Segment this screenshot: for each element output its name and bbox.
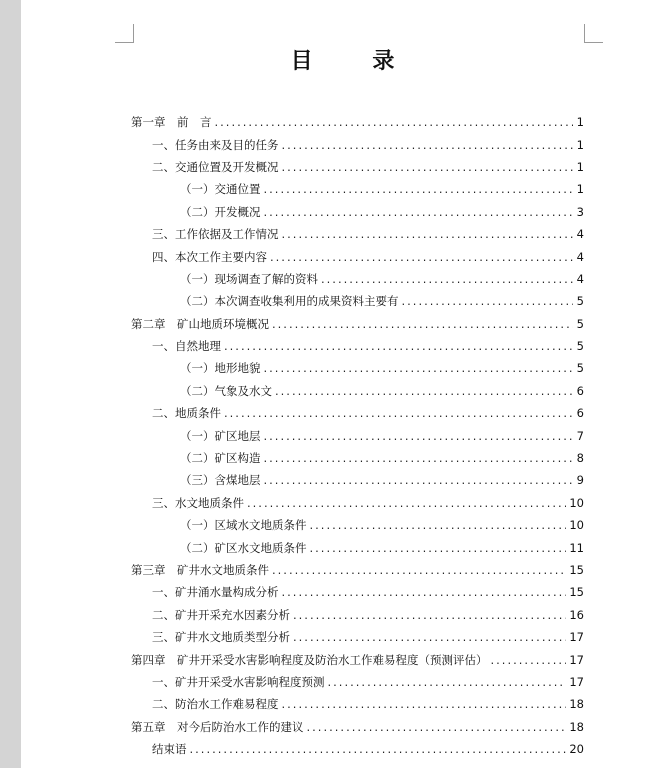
toc-leader-dots bbox=[264, 361, 574, 375]
toc-leader-dots bbox=[282, 138, 574, 152]
toc-entry-label: （二）矿区构造 bbox=[180, 451, 261, 466]
toc-entry[interactable] bbox=[131, 492, 584, 514]
toc-entry-page-number: 1 bbox=[576, 159, 584, 174]
toc-entry-label: 一、矿井开采受水害影响程度预测 bbox=[152, 674, 325, 689]
toc-leader-dots bbox=[282, 585, 567, 599]
toc-entry-page-number: 5 bbox=[576, 316, 584, 331]
toc-leader-dots bbox=[282, 227, 574, 241]
table-of-contents bbox=[131, 111, 584, 760]
toc-leader-dots bbox=[190, 742, 567, 756]
toc-entry-page-number: 4 bbox=[576, 227, 584, 242]
toc-entry-page-number: 17 bbox=[569, 630, 584, 645]
toc-entry-page-number: 5 bbox=[576, 361, 584, 376]
toc-entry[interactable] bbox=[131, 402, 584, 424]
toc-leader-dots bbox=[264, 451, 574, 465]
toc-entry-label: 三、矿井水文地质类型分析 bbox=[152, 630, 290, 645]
toc-leader-dots bbox=[321, 272, 573, 286]
toc-entry[interactable] bbox=[131, 581, 584, 603]
toc-leader-dots bbox=[275, 384, 573, 398]
toc-entry-page-number: 18 bbox=[569, 697, 584, 712]
toc-entry[interactable] bbox=[131, 693, 584, 715]
toc-entry-page-number: 10 bbox=[569, 495, 584, 510]
toc-entry-label: 第五章 对今后防治水工作的建议 bbox=[131, 719, 304, 734]
toc-leader-dots bbox=[264, 205, 574, 219]
toc-entry[interactable] bbox=[131, 671, 584, 693]
toc-leader-dots bbox=[310, 518, 567, 532]
toc-entry[interactable] bbox=[131, 738, 584, 760]
toc-entry-label: 第一章 前 言 bbox=[131, 115, 212, 130]
toc-entry[interactable] bbox=[131, 648, 584, 670]
toc-entry-page-number: 17 bbox=[569, 674, 584, 689]
toc-entry[interactable] bbox=[131, 469, 584, 491]
toc-leader-dots bbox=[293, 608, 566, 622]
toc-entry-label: （二）开发概况 bbox=[180, 204, 261, 219]
toc-leader-dots bbox=[264, 429, 574, 443]
toc-leader-dots bbox=[310, 541, 567, 555]
toc-entry-label: 第四章 矿井开采受水害影响程度及防治水工作难易程度（预测评估） bbox=[131, 652, 488, 667]
toc-entry[interactable] bbox=[131, 223, 584, 245]
toc-entry-label: （一）现场调查了解的资料 bbox=[180, 271, 318, 286]
toc-entry-page-number: 15 bbox=[569, 585, 584, 600]
toc-entry-label: 第三章 矿井水文地质条件 bbox=[131, 563, 269, 577]
margin-corner-mark-top-left bbox=[115, 24, 134, 43]
toc-entry-label: （二）本次调查收集利用的成果资料主要有 bbox=[180, 294, 399, 309]
toc-leader-dots bbox=[328, 675, 567, 689]
toc-entry[interactable] bbox=[131, 604, 584, 626]
toc-entry-page-number: 4 bbox=[576, 271, 584, 286]
toc-entry-label: （二）矿区水文地质条件 bbox=[180, 540, 307, 555]
toc-entry-label: 第二章 矿山地质环境概况 bbox=[131, 316, 269, 331]
toc-leader-dots bbox=[247, 496, 566, 510]
toc-entry[interactable] bbox=[131, 424, 584, 446]
toc-entry-page-number: 17 bbox=[569, 652, 584, 667]
toc-entry-page-number: 5 bbox=[576, 294, 584, 309]
toc-entry-page-number: 10 bbox=[569, 518, 584, 533]
toc-entry[interactable] bbox=[131, 201, 584, 223]
toc-entry-page-number: 18 bbox=[569, 719, 584, 734]
toc-entry[interactable] bbox=[131, 111, 584, 133]
toc-entry-label: （一）矿区地层 bbox=[180, 428, 261, 443]
toc-entry-label: 三、水文地质条件 bbox=[152, 495, 244, 510]
toc-entry-page-number: 3 bbox=[576, 204, 584, 219]
toc-leader-dots bbox=[272, 563, 566, 577]
toc-entry[interactable] bbox=[131, 716, 584, 738]
toc-entry-page-number: 9 bbox=[576, 473, 584, 488]
toc-entry-label: （一）地形地貌 bbox=[180, 361, 261, 376]
toc-entry[interactable] bbox=[131, 290, 584, 312]
toc-entry-label: 二、防治水工作难易程度 bbox=[152, 697, 279, 712]
toc-entry[interactable] bbox=[131, 559, 584, 581]
toc-entry-label: （一）交通位置 bbox=[180, 182, 261, 197]
toc-entry-label: （二）气象及水文 bbox=[180, 383, 272, 398]
margin-corner-mark-top-right bbox=[584, 24, 603, 43]
toc-entry-label: （一）区域水文地质条件 bbox=[180, 518, 307, 533]
toc-entry[interactable] bbox=[131, 380, 584, 402]
toc-entry-page-number: 20 bbox=[569, 742, 584, 757]
toc-entry-label: 三、工作依据及工作情况 bbox=[152, 227, 279, 242]
toc-leader-dots bbox=[402, 294, 574, 308]
toc-entry-page-number: 1 bbox=[576, 115, 584, 130]
toc-entry-page-number: 8 bbox=[576, 451, 584, 466]
toc-entry-label: 一、矿井涌水量构成分析 bbox=[152, 585, 279, 600]
toc-entry-label: 二、地质条件 bbox=[152, 406, 221, 421]
toc-entry-page-number: 5 bbox=[576, 339, 584, 354]
toc-entry[interactable] bbox=[131, 156, 584, 178]
toc-entry-label: 一、自然地理 bbox=[152, 339, 221, 354]
toc-entry[interactable] bbox=[131, 357, 584, 379]
toc-leader-dots bbox=[264, 182, 574, 196]
toc-entry-page-number: 11 bbox=[569, 540, 584, 555]
toc-entry-label: 结束语 bbox=[152, 742, 187, 757]
toc-leader-dots bbox=[224, 406, 573, 420]
toc-leader-dots bbox=[282, 160, 574, 174]
toc-entry[interactable] bbox=[131, 133, 584, 155]
toc-leader-dots bbox=[293, 630, 566, 644]
toc-entry[interactable] bbox=[131, 335, 584, 357]
document-page bbox=[21, 0, 664, 768]
toc-leader-dots bbox=[270, 250, 573, 264]
toc-leader-dots bbox=[215, 115, 574, 129]
toc-entry[interactable] bbox=[131, 447, 584, 469]
toc-entry-label: 二、矿井开采充水因素分析 bbox=[152, 607, 290, 622]
toc-leader-dots bbox=[224, 339, 573, 353]
toc-entry-label: 二、交通位置及开发概况 bbox=[152, 159, 279, 174]
toc-entry[interactable] bbox=[131, 313, 584, 335]
toc-entry-page-number: 1 bbox=[576, 182, 584, 197]
toc-entry[interactable] bbox=[131, 178, 584, 200]
toc-entry-page-number: 7 bbox=[576, 428, 584, 443]
toc-leader-dots bbox=[282, 697, 567, 711]
toc-leader-dots bbox=[307, 720, 567, 734]
toc-entry-page-number: 4 bbox=[576, 249, 584, 264]
toc-entry-page-number: 6 bbox=[576, 383, 584, 398]
toc-entry-page-number: 16 bbox=[569, 607, 584, 622]
toc-entry-page-number: 6 bbox=[576, 406, 584, 421]
toc-entry-page-number: 15 bbox=[569, 563, 584, 577]
toc-entry[interactable] bbox=[131, 536, 584, 558]
toc-entry-label: 四、本次工作主要内容 bbox=[152, 249, 267, 264]
toc-entry[interactable] bbox=[131, 245, 584, 267]
toc-entry-page-number: 1 bbox=[576, 137, 584, 152]
toc-entry[interactable] bbox=[131, 626, 584, 648]
toc-leader-dots bbox=[491, 653, 567, 667]
toc-entry-label: 一、任务由来及目的任务 bbox=[152, 137, 279, 152]
toc-entry[interactable] bbox=[131, 268, 584, 290]
toc-entry-label: （三）含煤地层 bbox=[180, 473, 261, 488]
toc-entry[interactable] bbox=[131, 514, 584, 536]
page-title: 目 录 bbox=[290, 48, 421, 74]
toc-leader-dots bbox=[264, 473, 574, 487]
toc-leader-dots bbox=[272, 317, 573, 331]
